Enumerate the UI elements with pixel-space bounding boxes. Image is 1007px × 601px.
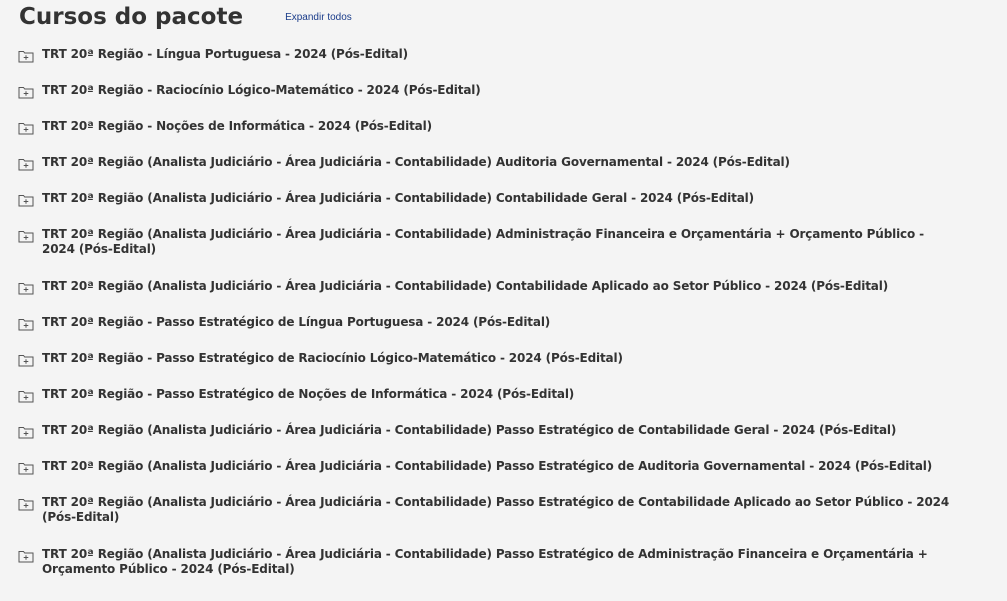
folder-plus-icon xyxy=(18,461,34,475)
page-header xyxy=(19,4,352,30)
course-title: TRT 20ª Região (Analista Judiciário - Área Judiciária - Contabilidade) Passo Estratégico de Administração Financeira e Orçamentária + Orçamento Público - 2024 (Pós-Edital) xyxy=(42,547,928,576)
course-list xyxy=(18,47,958,599)
course-title: TRT 20ª Região - Noções de Informática - 2024 (Pós-Edital) xyxy=(42,119,432,133)
folder-plus-icon xyxy=(18,49,34,63)
course-item[interactable] xyxy=(18,495,958,547)
course-title: TRT 20ª Região - Passo Estratégico de Raciocínio Lógico-Matemático - 2024 (Pós-Edital) xyxy=(42,351,623,365)
course-title: TRT 20ª Região - Língua Portuguesa - 2024 (Pós-Edital) xyxy=(42,47,408,61)
course-title: TRT 20ª Região - Raciocínio Lógico-Matemático - 2024 (Pós-Edital) xyxy=(42,83,481,97)
folder-plus-icon xyxy=(18,193,34,207)
folder-plus-icon xyxy=(18,549,34,563)
course-item[interactable] xyxy=(18,547,958,599)
folder-plus-icon xyxy=(18,157,34,171)
course-item[interactable] xyxy=(18,155,958,191)
course-title: TRT 20ª Região (Analista Judiciário - Área Judiciária - Contabilidade) Passo Estratégico de Auditoria Governamental - 2024 (Pós-Edital) xyxy=(42,459,933,473)
folder-plus-icon xyxy=(18,229,34,243)
folder-plus-icon xyxy=(18,497,34,511)
course-item[interactable] xyxy=(18,119,958,155)
course-item[interactable] xyxy=(18,423,958,459)
folder-plus-icon xyxy=(18,121,34,135)
course-item[interactable] xyxy=(18,351,958,387)
course-title: TRT 20ª Região (Analista Judiciário - Área Judiciária - Contabilidade) Auditoria Governamental - 2024 (Pós-Edital) xyxy=(42,155,790,169)
course-item[interactable] xyxy=(18,47,958,83)
folder-plus-icon xyxy=(18,389,34,403)
course-title: TRT 20ª Região (Analista Judiciário - Área Judiciária - Contabilidade) Passo Estratégico de Contabilidade Aplicado ao Setor Público - 2024 (Pós-Edital) xyxy=(42,495,950,524)
page-title: Cursos do pacote xyxy=(19,4,244,30)
course-item[interactable] xyxy=(18,279,958,315)
course-item[interactable] xyxy=(18,83,958,119)
course-title: TRT 20ª Região (Analista Judiciário - Área Judiciária - Contabilidade) Contabilidade Geral - 2024 (Pós-Edital) xyxy=(42,191,754,205)
course-title: TRT 20ª Região (Analista Judiciário - Área Judiciária - Contabilidade) Passo Estratégico de Contabilidade Geral - 2024 (Pós-Edital) xyxy=(42,423,897,437)
folder-plus-icon xyxy=(18,353,34,367)
course-title: TRT 20ª Região (Analista Judiciário - Área Judiciária - Contabilidade) Administração Financeira e Orçamentária + Orçamento Público - 2024 (Pós-Edital) xyxy=(42,227,924,256)
expand-all-link[interactable]: Expandir todos xyxy=(285,12,352,23)
folder-plus-icon xyxy=(18,425,34,439)
folder-plus-icon xyxy=(18,281,34,295)
course-item[interactable] xyxy=(18,191,958,227)
course-item[interactable] xyxy=(18,227,958,279)
course-title: TRT 20ª Região (Analista Judiciário - Área Judiciária - Contabilidade) Contabilidade Aplicado ao Setor Público - 2024 (Pós-Edital) xyxy=(42,279,889,293)
folder-plus-icon xyxy=(18,317,34,331)
course-item[interactable] xyxy=(18,459,958,495)
course-title: TRT 20ª Região - Passo Estratégico de Língua Portuguesa - 2024 (Pós-Edital) xyxy=(42,315,551,329)
course-item[interactable] xyxy=(18,387,958,423)
course-title: TRT 20ª Região - Passo Estratégico de Noções de Informática - 2024 (Pós-Edital) xyxy=(42,387,575,401)
course-item[interactable] xyxy=(18,315,958,351)
folder-plus-icon xyxy=(18,85,34,99)
